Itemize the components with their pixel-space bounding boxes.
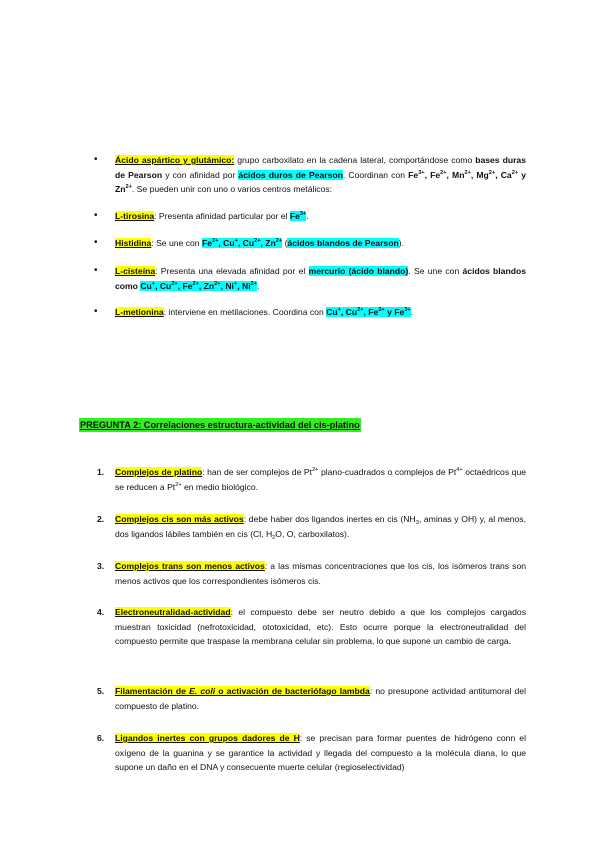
term-complejos-trans: Complejos trans son menos activos <box>115 561 265 571</box>
bullet-icon: • <box>94 265 98 276</box>
term-complejos-cis: Complejos cis son más activos <box>115 514 244 524</box>
highlight-mercurio: mercurio (ácido blando) <box>308 266 409 276</box>
numbered-item-ligandos: Ligandos inertes con grupos dadores de H: se precisan para formar puentes de hidrógeno conn el oxígeno de la guanina y se garantice la actividad y llegada del compuesto a la molécula diana, lo que supone un daño en el DNA y consecuente muerte celular (regioselectividad) <box>115 733 526 773</box>
bullet-item-metionina: L-metionina: interviene en metilaciones. Coordina con Cu+, $Cu^{2+}$, $Fe^{2+}$ y $Fe^{3+}$. <box>115 307 414 317</box>
item-number: 4. <box>97 607 105 617</box>
numbered-item-trans: Complejos trans son menos activos: a las mismas concentraciones que los cis, los isómeros trans son menos activos que los correspondientes isómeros cis. <box>115 561 527 586</box>
bullet-icon: • <box>94 237 98 248</box>
ion-list: $Fe^{2+}$, Cu+, $Cu^{2+}$, $Zn^{2+}$ <box>201 238 283 248</box>
item-number: 6. <box>97 733 105 743</box>
term-tirosina: L-tirosina <box>115 211 155 221</box>
ion-list: $Fe^{3+}$, $Fe^{2+}$, $Mn^{2+}$, $Mg^{2+}$, $Ca^{2+}$ y $Zn^{2+}$ <box>115 169 527 195</box>
bullet-item-tirosina: L-tirosina: Presenta afinidad particular por el $Fe^{3+}$. <box>115 211 309 221</box>
ion-fe3: $Fe^{3+}$ <box>289 211 307 221</box>
numbered-item-electroneutralidad: Electroneutralidad-actividad: el compuesto debe ser neutro debido a que los complejos cargados muestran toxicidad (nefrotoxicidad, ototoxicidad, etc). Esto ocurre porque la electroneutralidad del compuesto permite que traspase la membrana celular sin problema, lo que supone un cambio de carga. <box>115 607 526 647</box>
term-electroneutralidad: Electroneutralidad-actividad <box>115 607 231 617</box>
bullet-item-histidina: Histidina: Se une con $Fe^{2+}$, Cu+, $Cu^{2+}$, $Zn^{2+}$ (ácidos blandos de Pearson). <box>115 238 404 248</box>
bullet-icon: • <box>94 154 98 165</box>
bullet-item-acido: Ácido aspártico y glutámico: grupo carboxilato en la cadena lateral, comportándose como bases duras de Pearson y con afinidad por ácidos duros de Pearson. Coordinan con $Fe^{3+}$, $Fe^{2+}$, $Mn^{2+}$, $Mg^{2+}$, $Ca^{2+}$ y $Zn^{2+}$. Se pueden unir con uno o varios centros metálicos: <box>115 155 527 195</box>
highlight-acidos-blandos: ácidos blandos de Pearson <box>287 238 399 248</box>
term-filamentacion: Filamentación de E. coli o activación de bacteriófago lambda <box>115 686 370 696</box>
term-acido-aspartico: Ácido aspártico y glutámico: <box>115 155 235 165</box>
term-ligandos-inertes: Ligandos inertes con grupos dadores de H <box>115 733 300 743</box>
numbered-item-filamentacion: Filamentación de E. coli o activación de bacteriófago lambda: no presupone actividad antitumoral del compuesto de platino. <box>115 686 526 711</box>
term-histidina: Histidina <box>115 238 152 248</box>
bullet-icon: • <box>94 210 98 221</box>
item-number: 1. <box>97 467 105 477</box>
term-metionina: L-metionina <box>115 307 164 317</box>
ion-list: Cu+, $Cu^{2+}$, $Fe^{2+}$, $Zn^{2+}$, Ni+, $Ni^{2+}$ <box>140 280 257 291</box>
bullet-item-cisteina: L-cisteína: Presenta una elevada afinidad por el mercurio (ácido blando). Se une con ácidos blandos como Cu+, $Cu^{2+}$, $Fe^{2+}$, $Zn^{2+}$, Ni+, $Ni^{2+}$. <box>115 266 526 291</box>
numbered-item-platino: Complejos de platino: han de ser complejos de $Pt^{2+}$ plano-cuadrados o complejos de $Pt^{4+}$ octaédricos que se reducen a $Pt^{2+}$ en medio biológico. <box>115 467 527 492</box>
term-cisteina: L-cisteína <box>115 266 156 276</box>
item-number: 5. <box>97 686 105 696</box>
bullet-icon: • <box>94 306 98 317</box>
item-number: 3. <box>97 561 105 571</box>
item-number: 2. <box>97 514 105 524</box>
numbered-item-cis: Complejos cis son más activos: debe haber dos ligandos inertes en cis ($NH_3$, aminas y OH) y, al menos, dos ligandos lábiles también en cis (Cl, $H_2O$, O, carboxilatos). <box>115 514 526 541</box>
term-complejos-platino: Complejos de platino <box>115 467 203 477</box>
section-heading: PREGUNTA 2: Correlaciones estructura-actividad del cis-platino <box>80 420 360 430</box>
highlight-acidos-duros: ácidos duros de Pearson <box>238 169 343 180</box>
ion-list: Cu+, $Cu^{2+}$, $Fe^{2+}$ y $Fe^{3+}$ <box>326 307 411 317</box>
